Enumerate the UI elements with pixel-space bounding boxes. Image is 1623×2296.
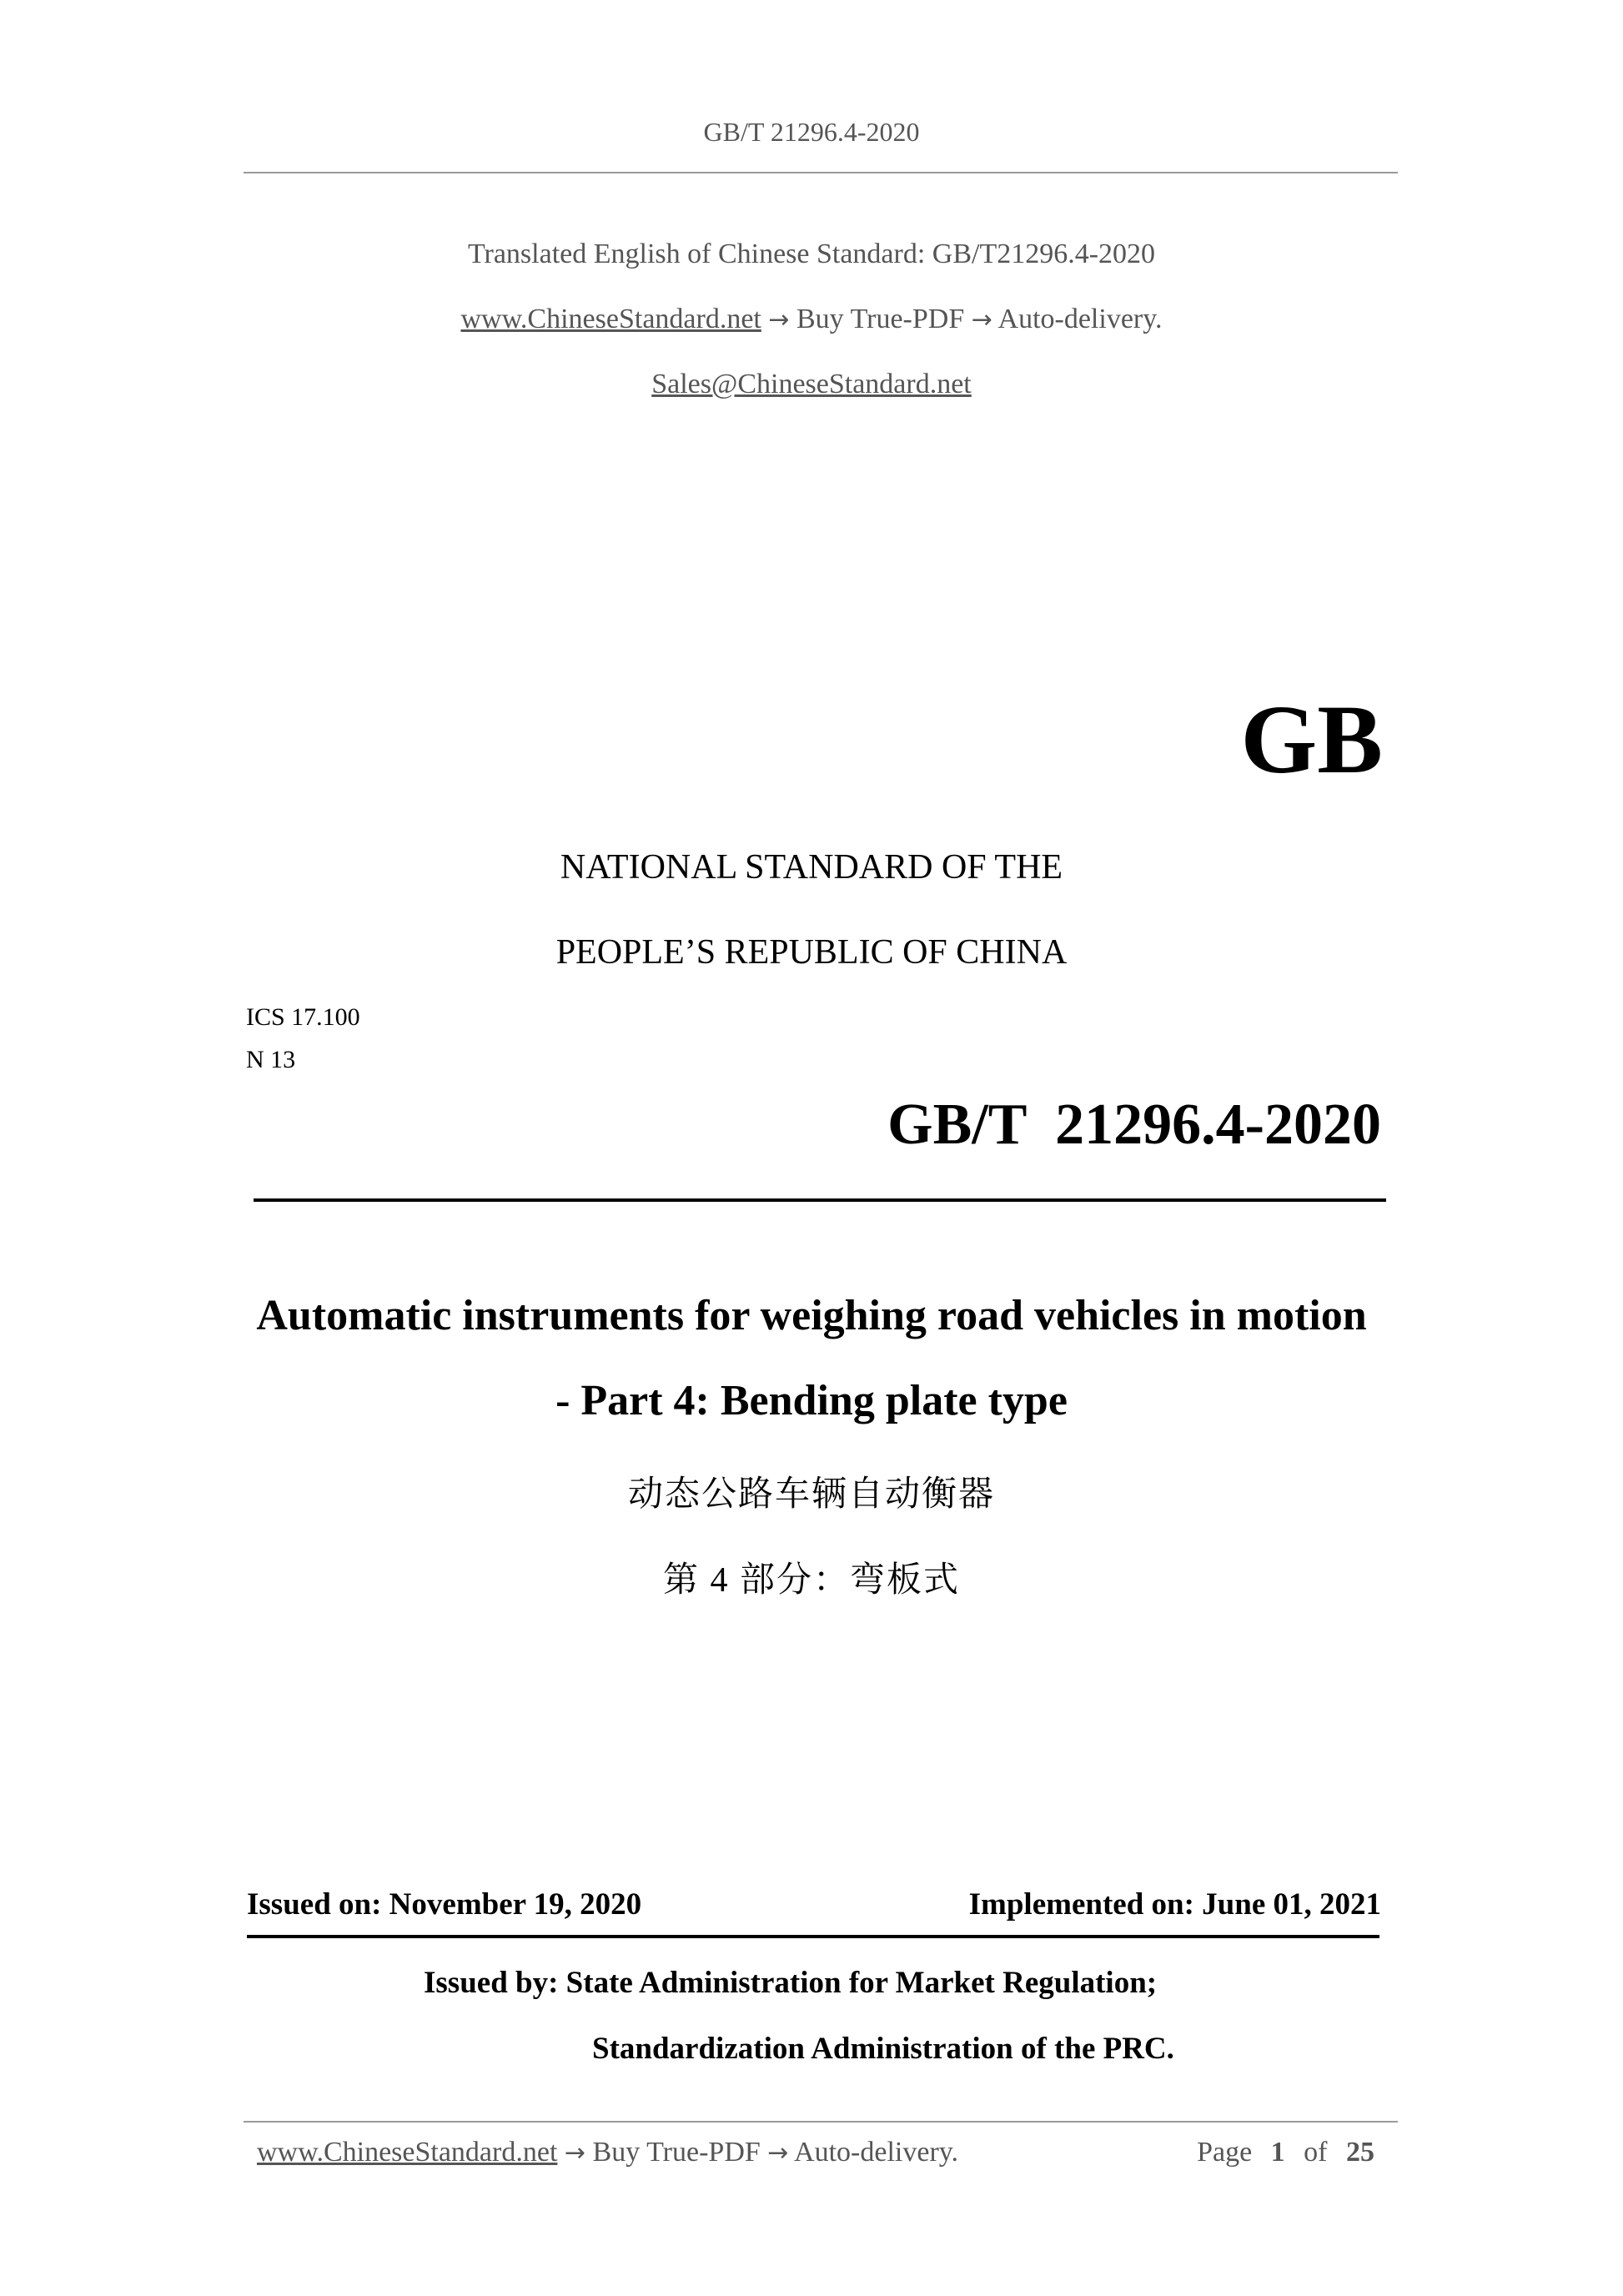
- arrow-right-icon: →: [768, 305, 790, 334]
- page-label: Page: [1197, 2137, 1253, 2168]
- implemented-on-date: Implemented on: June 01, 2021: [968, 1887, 1381, 1922]
- footer-purchase-line: [257, 2137, 958, 2168]
- ccs-code: N 13: [246, 1046, 296, 1073]
- sales-email-link[interactable]: Sales@ChineseStandard.net: [651, 369, 972, 399]
- of-label: of: [1304, 2137, 1328, 2168]
- footer-auto-delivery-text: Auto-delivery.: [794, 2137, 959, 2168]
- national-standard-line2: PEOPLE’S REPUBLIC OF CHINA: [555, 933, 1068, 972]
- arrow-right-icon: →: [767, 2138, 789, 2168]
- page-number: 1: [1270, 2137, 1285, 2168]
- title-line1: Automatic instruments for weighing road vehicles in motion: [256, 1292, 1367, 1339]
- chinese-title-line1: 动态公路车辆自动衡器: [627, 1475, 995, 1514]
- footer-divider: [244, 2121, 1398, 2123]
- national-standard-line1: NATIONAL STANDARD OF THE: [560, 848, 1063, 887]
- purchase-notice: [0, 304, 1623, 335]
- header-divider: [244, 172, 1398, 173]
- standard-number-rule: [254, 1198, 1386, 1202]
- buy-true-pdf-text: Buy True-PDF: [796, 304, 965, 334]
- title-line2: - Part 4: Bending plate type: [555, 1377, 1068, 1424]
- issued-on-date: Issued on: November 19, 2020: [247, 1887, 642, 1922]
- page-total: 25: [1346, 2137, 1374, 2168]
- chinese-title-line2: 第 4 部分：弯板式: [662, 1561, 960, 1600]
- arrow-right-icon: →: [971, 305, 992, 334]
- ics-code: ICS 17.100: [246, 1003, 360, 1031]
- website-link[interactable]: www.ChineseStandard.net: [460, 304, 761, 334]
- sales-email-line: [0, 369, 1623, 400]
- translation-notice: Translated English of Chinese Standard: GB/T21296.4-2020: [467, 239, 1156, 269]
- gb-mark: GB: [1240, 685, 1383, 794]
- issued-by-line2: Standardization Administration of the PRC.: [592, 2032, 1174, 2066]
- issued-by-line1: Issued by: State Administration for Market Regulation;: [424, 1966, 1158, 2000]
- running-header: GB/T 21296.4-2020: [703, 117, 920, 147]
- arrow-right-icon: →: [564, 2138, 586, 2168]
- dates-rule: [247, 1935, 1379, 1938]
- auto-delivery-text: Auto-delivery.: [997, 304, 1163, 334]
- footer-website-link[interactable]: www.ChineseStandard.net: [257, 2137, 558, 2168]
- page-indicator: [1197, 2137, 1374, 2168]
- standard-number: GB/T 21296.4-2020: [887, 1093, 1381, 1157]
- footer-buy-true-pdf-text: Buy True-PDF: [592, 2137, 761, 2168]
